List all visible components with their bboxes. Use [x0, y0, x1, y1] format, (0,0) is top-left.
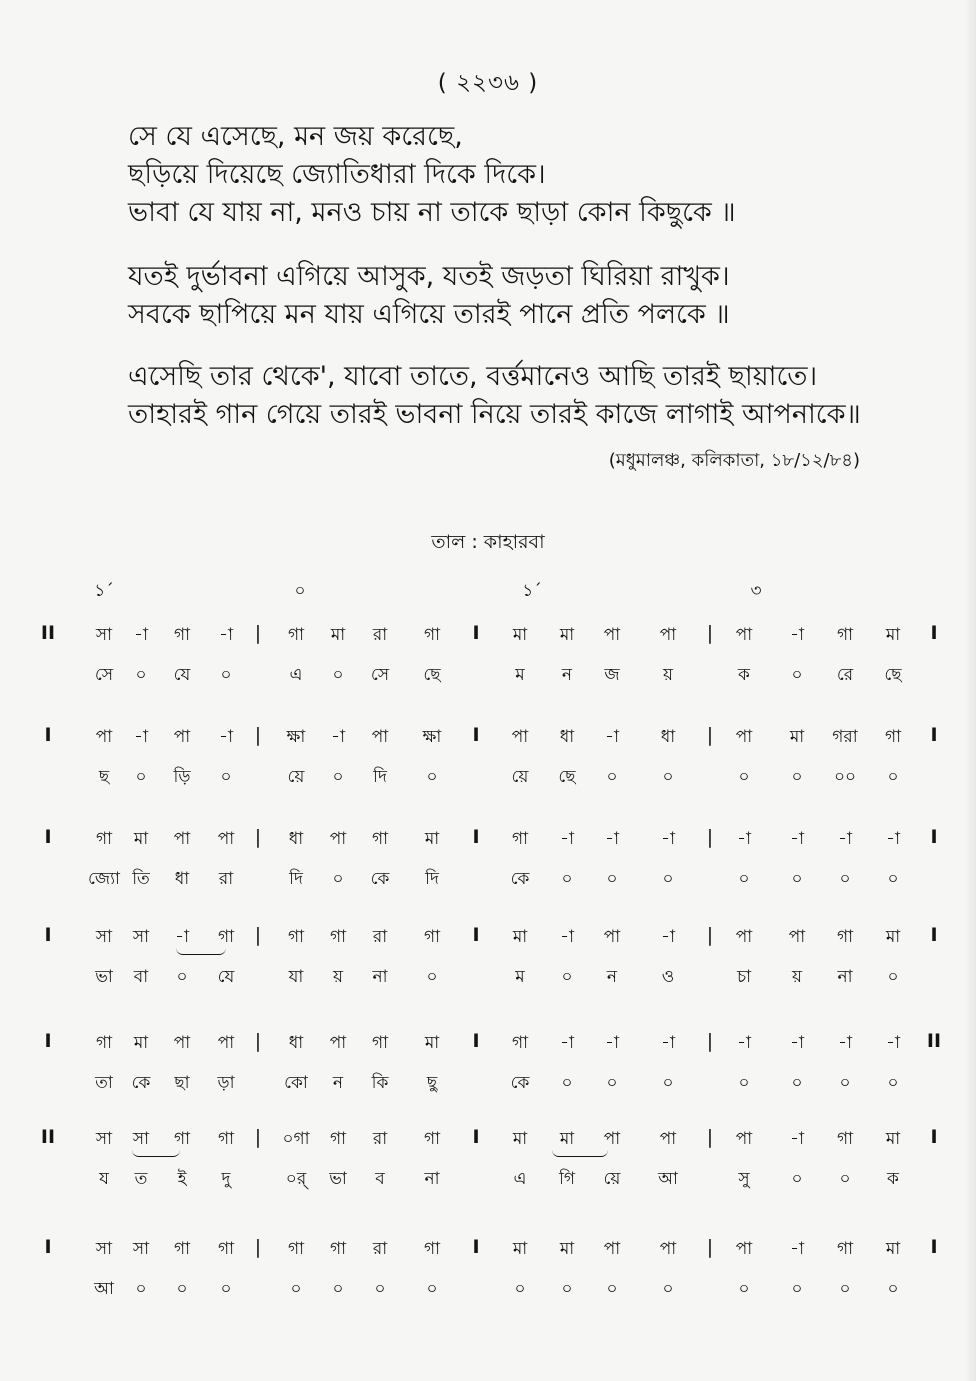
verse-line: ভাবা যে যায় না, মনও চায় না তাকে ছাড়া কোন কিছুকে ॥ — [128, 197, 736, 228]
row-start-bar: I — [44, 1030, 52, 1052]
swara-note: পা — [371, 727, 389, 747]
row-start-bar: I — [44, 924, 52, 946]
swara-note: গা — [423, 1129, 441, 1149]
swara-note: রা — [372, 625, 388, 645]
vibhag-divider: | — [706, 1236, 714, 1258]
vibhag-divider: | — [254, 1236, 262, 1258]
lyric-syllable: ০ — [738, 1073, 750, 1093]
lyric-syllable: যা — [288, 967, 304, 987]
row-end-bar: I — [930, 1126, 938, 1148]
swara-note: পা — [659, 1239, 677, 1259]
vibhag-divider: | — [254, 1030, 262, 1052]
swara-note: গা — [836, 625, 854, 645]
swara-note: ধা — [559, 727, 575, 747]
lyric-syllable: ০ — [662, 869, 674, 889]
lyric-syllable: ০ — [135, 1279, 147, 1299]
lyric-syllable: য — [99, 1169, 109, 1189]
lyric-syllable: ০ — [662, 1073, 674, 1093]
lyric-syllable: এ — [513, 1169, 527, 1189]
notation-row — [0, 826, 976, 910]
lyric-syllable: রা — [218, 869, 234, 889]
swara-note: মা — [559, 1239, 575, 1259]
slur-mark — [552, 1150, 608, 1157]
lyric-syllable: ০ — [839, 1073, 851, 1093]
swara-note: -া — [661, 829, 675, 849]
composition-source: (মধুমালঞ্চ, কলিকাতা, ১৮/১২/৮৪) — [608, 450, 860, 471]
lyric-syllable: ভা — [329, 1169, 347, 1189]
swara-note: -া — [790, 1239, 804, 1259]
lyric-syllable: ০ — [791, 767, 803, 787]
lyric-syllable: ক — [887, 1169, 899, 1189]
verse-line: সবকে ছাপিয়ে মন যায় এগিয়ে তারই পানে প্রতি পলকে ॥ — [128, 299, 730, 330]
swara-note: গা — [371, 829, 389, 849]
lyric-syllable: সু — [738, 1169, 750, 1189]
lyric-syllable: ০ — [839, 869, 851, 889]
swara-note: -া — [134, 625, 148, 645]
lyric-syllable: আ — [94, 1279, 114, 1299]
swara-note: -া — [605, 727, 619, 747]
lyric-syllable: ড়া — [217, 1073, 235, 1093]
lyric-syllable: ড়ি — [173, 767, 191, 787]
vibhag-divider: | — [706, 1126, 714, 1148]
swara-note: পা — [788, 927, 806, 947]
swara-note: গা — [217, 1239, 235, 1259]
stanza-2 — [128, 258, 888, 334]
lyric-syllable: তা — [95, 1073, 113, 1093]
vibhag-divider: | — [254, 622, 262, 644]
swara-note: রা — [372, 927, 388, 947]
lyric-syllable: ০ — [738, 869, 750, 889]
swara-note: গা — [173, 625, 191, 645]
lyric-syllable: ০ — [887, 967, 899, 987]
swara-note: সা — [95, 1239, 113, 1259]
lyric-syllable: ম — [515, 665, 525, 685]
lyric-syllable: ০ — [220, 767, 232, 787]
swara-note: মা — [133, 1033, 149, 1053]
row-end-bar: II — [926, 1030, 942, 1052]
page-edge-shadow — [964, 0, 976, 1381]
lyric-syllable: ০ — [791, 1279, 803, 1299]
swara-note: -া — [838, 829, 852, 849]
notation-row — [0, 724, 976, 808]
lyric-syllable: ন — [606, 967, 618, 987]
lyric-syllable: ন — [332, 1073, 344, 1093]
swara-note: -া — [661, 1033, 675, 1053]
row-end-bar: I — [930, 622, 938, 644]
swara-note: -া — [737, 1033, 751, 1053]
swara-note: মা — [885, 1239, 901, 1259]
lyric-syllable: দি — [373, 767, 387, 787]
lyric-syllable: ০ — [606, 1073, 618, 1093]
vibhag-divider: | — [706, 622, 714, 644]
lyric-syllable: ০ — [839, 1169, 851, 1189]
swara-note: -া — [560, 1033, 574, 1053]
vibhag-divider: | — [254, 724, 262, 746]
lyric-syllable: ০ — [791, 1073, 803, 1093]
lyric-syllable: চা — [736, 967, 752, 987]
lyric-syllable: না — [424, 1169, 440, 1189]
swara-note: পা — [659, 1129, 677, 1149]
swara-note: গা — [217, 1129, 235, 1149]
swara-note: মা — [512, 1129, 528, 1149]
swara-note: পা — [511, 727, 529, 747]
lyric-syllable: ০ — [791, 869, 803, 889]
lyric-syllable: ০র্ — [285, 1169, 307, 1189]
lyric-syllable: ০ — [176, 1279, 188, 1299]
swara-note: গা — [884, 727, 902, 747]
swara-note: গা — [217, 927, 235, 947]
lyric-syllable: ০ — [791, 665, 803, 685]
swara-note: পা — [603, 625, 621, 645]
vibhag-divider: | — [706, 724, 714, 746]
lyric-syllable: ০ — [332, 869, 344, 889]
swara-note: গা — [95, 1033, 113, 1053]
swara-note: মা — [885, 1129, 901, 1149]
lyric-syllable: ০ — [290, 1279, 302, 1299]
swara-note: পা — [217, 1033, 235, 1053]
lyric-syllable: ধা — [174, 869, 190, 889]
lyric-syllable: কে — [131, 1073, 151, 1093]
swara-note: গা — [836, 1239, 854, 1259]
swara-note: মা — [424, 829, 440, 849]
swara-note: মা — [133, 829, 149, 849]
swara-note: ধা — [660, 727, 676, 747]
swara-note: -া — [219, 727, 233, 747]
lyric-syllable: ০ — [176, 967, 188, 987]
vibhag-divider: I — [472, 724, 480, 746]
lyric-syllable: ০ — [662, 1279, 674, 1299]
swara-note: পা — [217, 829, 235, 849]
row-start-bar: II — [40, 1126, 56, 1148]
notation-row — [0, 924, 976, 1008]
lyric-syllable: ছা — [174, 1073, 190, 1093]
lyric-syllable: ০ — [220, 665, 232, 685]
lyric-syllable: ০ — [561, 967, 573, 987]
lyric-syllable: যে — [173, 665, 191, 685]
row-end-bar: I — [930, 724, 938, 746]
swara-note: পা — [603, 927, 621, 947]
swara-note: মা — [512, 625, 528, 645]
swara-note: গা — [287, 927, 305, 947]
swara-note: মা — [512, 927, 528, 947]
lyric-syllable: ০ — [606, 767, 618, 787]
page-number: ( ২২৩৬ ) — [437, 70, 539, 96]
vibhag-divider: I — [472, 1030, 480, 1052]
swara-note: রা — [372, 1129, 388, 1149]
verse-line: ছড়িয়ে দিয়েছে জ্যোতিধারা দিকে দিকে। — [128, 159, 546, 190]
lyric-syllable: না — [372, 967, 388, 987]
lyric-syllable: ০ — [374, 1279, 386, 1299]
notation-row — [0, 1236, 976, 1320]
swara-note: -া — [605, 1033, 619, 1053]
vibhag-divider: | — [706, 826, 714, 848]
tala-title: তাল : কাহারবা — [431, 531, 545, 553]
swara-note: -া — [790, 625, 804, 645]
lyric-syllable: ও — [661, 967, 675, 987]
lyric-syllable: ০ — [839, 1279, 851, 1299]
swara-note: -া — [886, 829, 900, 849]
lyric-syllable: কো — [284, 1073, 308, 1093]
swara-note: -া — [790, 1129, 804, 1149]
lyric-syllable: কে — [510, 869, 530, 889]
vibhag-divider: | — [706, 924, 714, 946]
swara-note: গা — [329, 927, 347, 947]
lyric-syllable: কি — [371, 1073, 389, 1093]
slur-mark — [132, 1150, 180, 1157]
beat-mark: ৩ — [750, 581, 762, 601]
lyric-syllable: ন — [561, 665, 573, 685]
verse-line: যতই দুর্ভাবনা এগিয়ে আসুক, যতই জড়তা ঘিরিয়া রাখুক। — [128, 261, 730, 292]
lyric-syllable: ছে — [423, 665, 441, 685]
lyric-syllable: ০ — [220, 1279, 232, 1299]
swara-note: রা — [372, 1239, 388, 1259]
lyric-syllable: ছ — [98, 767, 110, 787]
lyric-syllable: বা — [133, 967, 149, 987]
lyric-syllable: ০০ — [833, 767, 857, 787]
lyric-syllable: য় — [332, 967, 344, 987]
lyric-syllable: ০ — [514, 1279, 526, 1299]
swara-note: পা — [735, 727, 753, 747]
row-start-bar: II — [40, 622, 56, 644]
lyric-syllable: ত — [134, 1169, 148, 1189]
swara-note: ০গা — [282, 1129, 310, 1149]
vibhag-divider: | — [254, 1126, 262, 1148]
lyric-syllable: জ — [604, 665, 620, 685]
swara-note: গা — [423, 625, 441, 645]
lyric-syllable: আ — [658, 1169, 678, 1189]
lyric-syllable: ০ — [738, 767, 750, 787]
swara-note: পা — [329, 829, 347, 849]
lyric-syllable: ০ — [332, 665, 344, 685]
lyric-syllable: ০ — [561, 1073, 573, 1093]
notation-row — [0, 622, 976, 706]
lyric-syllable: ০ — [887, 869, 899, 889]
swara-note: ধা — [288, 1033, 304, 1053]
swara-note: গরা — [832, 727, 858, 747]
swara-note: -া — [790, 829, 804, 849]
lyric-syllable: দি — [425, 869, 439, 889]
swara-note: মা — [512, 1239, 528, 1259]
swara-note: মা — [330, 625, 346, 645]
swara-note: গা — [287, 1239, 305, 1259]
swara-note: -া — [331, 727, 345, 747]
swara-note: গা — [511, 829, 529, 849]
lyric-syllable: ০ — [135, 767, 147, 787]
lyric-syllable: গি — [558, 1169, 576, 1189]
slur-mark — [176, 948, 226, 955]
swara-note: মা — [885, 625, 901, 645]
lyric-syllable: ০ — [332, 1279, 344, 1299]
beat-mark: ০ — [294, 581, 306, 601]
lyric-syllable: য়ে — [511, 767, 529, 787]
lyric-syllable: সে — [94, 665, 114, 685]
lyric-syllable: জ্যো — [88, 869, 120, 889]
lyric-syllable: ০ — [426, 967, 438, 987]
row-end-bar: I — [930, 826, 938, 848]
swara-note: গা — [95, 829, 113, 849]
swara-note: মা — [424, 1033, 440, 1053]
stanza-3 — [128, 358, 888, 434]
lyric-syllable: দু — [221, 1169, 231, 1189]
swara-note: -া — [790, 1033, 804, 1053]
swara-note: পা — [173, 727, 191, 747]
swara-note: গা — [836, 927, 854, 947]
swara-note: গা — [423, 927, 441, 947]
lyric-syllable: যে — [217, 967, 235, 987]
swara-note: পা — [603, 1129, 621, 1149]
lyric-syllable: কে — [510, 1073, 530, 1093]
row-start-bar: I — [44, 1236, 52, 1258]
swara-note: ক্ষা — [422, 727, 442, 747]
lyric-syllable: ০ — [606, 1279, 618, 1299]
swara-note: পা — [329, 1033, 347, 1053]
lyric-syllable: ই — [177, 1169, 187, 1189]
swara-note: গা — [173, 1129, 191, 1149]
swara-note: গা — [371, 1033, 389, 1053]
lyric-syllable: ০ — [426, 767, 438, 787]
swara-note: সা — [95, 625, 113, 645]
lyric-syllable: য়ে — [287, 767, 305, 787]
lyric-syllable: য়ে — [603, 1169, 621, 1189]
vibhag-divider: I — [472, 622, 480, 644]
vibhag-divider: I — [472, 1126, 480, 1148]
swara-note: পা — [603, 1239, 621, 1259]
swara-note: পা — [173, 1033, 191, 1053]
vibhag-divider: I — [472, 826, 480, 848]
swara-note: গা — [329, 1239, 347, 1259]
swara-note: -া — [219, 625, 233, 645]
lyric-syllable: সে — [370, 665, 390, 685]
beat-mark: ১´ — [94, 581, 114, 601]
lyric-syllable: ০ — [332, 767, 344, 787]
lyric-syllable: ০ — [887, 767, 899, 787]
lyric-syllable: ক — [738, 665, 750, 685]
swara-note: সা — [132, 1239, 150, 1259]
swara-note: -া — [886, 1033, 900, 1053]
lyric-syllable: ম — [515, 967, 525, 987]
swara-note: গা — [173, 1239, 191, 1259]
swara-note: -া — [661, 927, 675, 947]
swara-note: গা — [329, 1129, 347, 1149]
lyric-syllable: ০ — [135, 665, 147, 685]
swara-note: সা — [132, 1129, 150, 1149]
row-start-bar: I — [44, 826, 52, 848]
swara-note: পা — [95, 727, 113, 747]
vibhag-divider: | — [254, 826, 262, 848]
swara-note: গা — [423, 1239, 441, 1259]
verse-line: এসেছি তার থেকে', যাবো তাতে, বর্ত্তমানেও আছি তারই ছায়াতে। — [128, 361, 818, 392]
lyric-syllable: ছু — [426, 1073, 438, 1093]
swara-note: -া — [605, 829, 619, 849]
swara-note: মা — [559, 625, 575, 645]
beat-mark: ১´ — [522, 581, 542, 601]
lyric-syllable: তি — [132, 869, 150, 889]
row-end-bar: I — [930, 1236, 938, 1258]
lyric-syllable: দি — [289, 869, 303, 889]
lyric-syllable: ভা — [95, 967, 113, 987]
notation-row — [0, 1030, 976, 1114]
swara-note: -া — [560, 829, 574, 849]
lyric-syllable: য় — [791, 967, 803, 987]
lyric-syllable: ০ — [738, 1279, 750, 1299]
lyric-syllable: এ — [289, 665, 303, 685]
lyric-syllable: ০ — [561, 1279, 573, 1299]
vibhag-divider: I — [472, 1236, 480, 1258]
lyric-syllable: ০ — [426, 1279, 438, 1299]
lyric-syllable: ছে — [558, 767, 576, 787]
swara-note: -া — [737, 829, 751, 849]
swara-note: সা — [132, 927, 150, 947]
swara-note: পা — [659, 625, 677, 645]
verse-line: তাহারই গান গেয়ে তারই ভাবনা নিয়ে তারই কাজে লাগাই আপনাকে॥ — [128, 399, 861, 430]
lyric-syllable: ০ — [662, 767, 674, 787]
lyric-syllable: ০ — [887, 1073, 899, 1093]
lyric-syllable: ০ — [791, 1169, 803, 1189]
lyric-syllable: না — [837, 967, 853, 987]
notation-row — [0, 1126, 976, 1210]
swara-note: সা — [95, 1129, 113, 1149]
swara-note: -া — [134, 727, 148, 747]
lyric-syllable: রে — [836, 665, 854, 685]
swara-note: গা — [836, 1129, 854, 1149]
swara-note: ধা — [288, 829, 304, 849]
swara-note: -া — [175, 927, 189, 947]
swara-note: ক্ষা — [286, 727, 306, 747]
swara-note: পা — [173, 829, 191, 849]
lyric-syllable: য় — [662, 665, 674, 685]
swara-note: পা — [735, 625, 753, 645]
swara-note: গা — [287, 625, 305, 645]
lyric-syllable: ০ — [606, 869, 618, 889]
row-end-bar: I — [930, 924, 938, 946]
lyric-syllable: কে — [370, 869, 390, 889]
vibhag-divider: I — [472, 924, 480, 946]
lyric-syllable: ছে — [884, 665, 902, 685]
vibhag-divider: | — [254, 924, 262, 946]
swara-note: মা — [789, 727, 805, 747]
lyric-syllable: ব — [375, 1169, 385, 1189]
vibhag-divider: | — [706, 1030, 714, 1052]
verse-line: সে যে এসেছে, মন জয় করেছে, — [128, 121, 463, 152]
swara-note: মা — [885, 927, 901, 947]
lyric-syllable: ০ — [561, 869, 573, 889]
swara-note: সা — [95, 927, 113, 947]
swara-note: -া — [838, 1033, 852, 1053]
swara-note: পা — [735, 1239, 753, 1259]
swara-note: মা — [559, 1129, 575, 1149]
lyric-syllable: ০ — [887, 1279, 899, 1299]
row-start-bar: I — [44, 724, 52, 746]
stanza-1 — [128, 118, 888, 232]
swara-note: গা — [511, 1033, 529, 1053]
swara-note: পা — [735, 1129, 753, 1149]
swara-note: -া — [560, 927, 574, 947]
swara-note: পা — [735, 927, 753, 947]
